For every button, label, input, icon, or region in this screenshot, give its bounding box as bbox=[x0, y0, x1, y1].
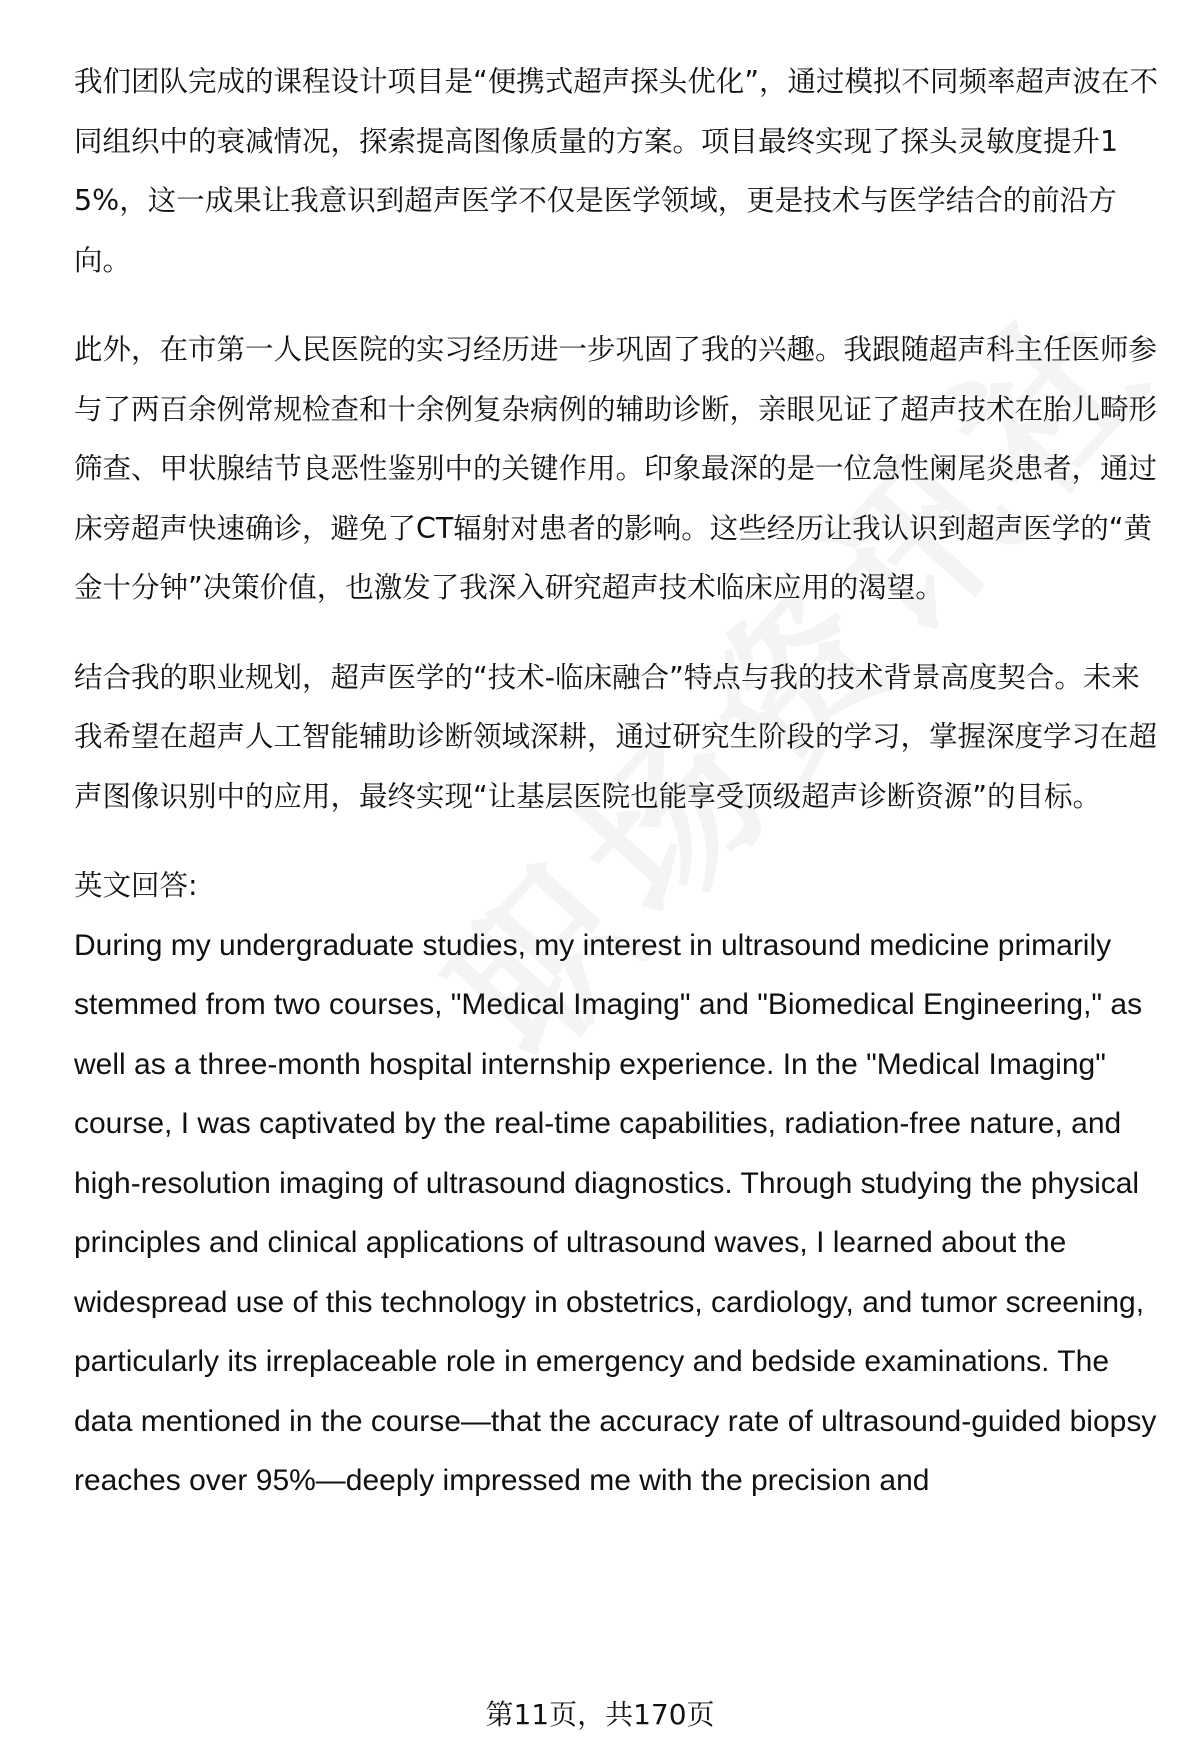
paragraph-career-plan: 结合我的职业规划，超声医学的“技术-临床融合”特点与我的技术背景高度契合。未来我希望在超声人工智能辅助诊断领域深耕，通过研究生阶段的学习，掌握深度学习在超声图像识别中的应用，最终实现“让基层医院也能享受顶级超声诊断资源”的目标。 bbox=[74, 660, 1158, 813]
document-body bbox=[74, 52, 1164, 1511]
paragraph-course-project: 我们团队完成的课程设计项目是“便携式超声探头优化”，通过模拟不同频率超声波在不同组织中的衰减情况，探索提高图像质量的方案。项目最终实现了探头灵敏度提升15%，这一成果让我意识到超声医学不仅是医学领域，更是技术与医学结合的前沿方向。 bbox=[74, 65, 1159, 277]
page-number-footer: 第11页，共170页 bbox=[485, 1698, 715, 1731]
paragraph-internship: 此外，在市第一人民医院的实习经历进一步巩固了我的兴趣。我跟随超声科主任医师参与了两百余例常规检查和十余例复杂病例的辅助诊断，亲眼见证了超声技术在胎儿畸形筛查、甲状腺结节良恶性鉴别中的关键作用。印象最深的是一位急性阑尾炎患者，通过床旁超声快速确诊，避免了CT辐射对患者的影响。这些经历让我认识到超声医学的“黄金十分钟”决策价值，也激发了我深入研究超声技术临床应用的渴望。 bbox=[74, 333, 1158, 604]
english-answer-text: During my undergraduate studies, my interest in ultrasound medicine primarily stemmed from two courses, "Medical Imaging" and "Biomedical Engineering," as well as a three-month hospital internship experience. In the "Medical Imaging" course, I was captivated by the real-time capabilities, radiation-free nature, and high-resolution imaging of ultrasound diagnostics. Through studying the physical principles and clinical applications of ultrasound waves, I learned about the widespread use of this technology in obstetrics, cardiology, and tumor screening, particularly its irreplaceable role in emergency and bedside examinations. The data mentioned in the course—that the accuracy rate of ultrasound-guided biopsy reaches over 95%—deeply impressed me with the precision and bbox=[74, 928, 1157, 1497]
english-answer-label: 英文回答: bbox=[74, 869, 198, 902]
